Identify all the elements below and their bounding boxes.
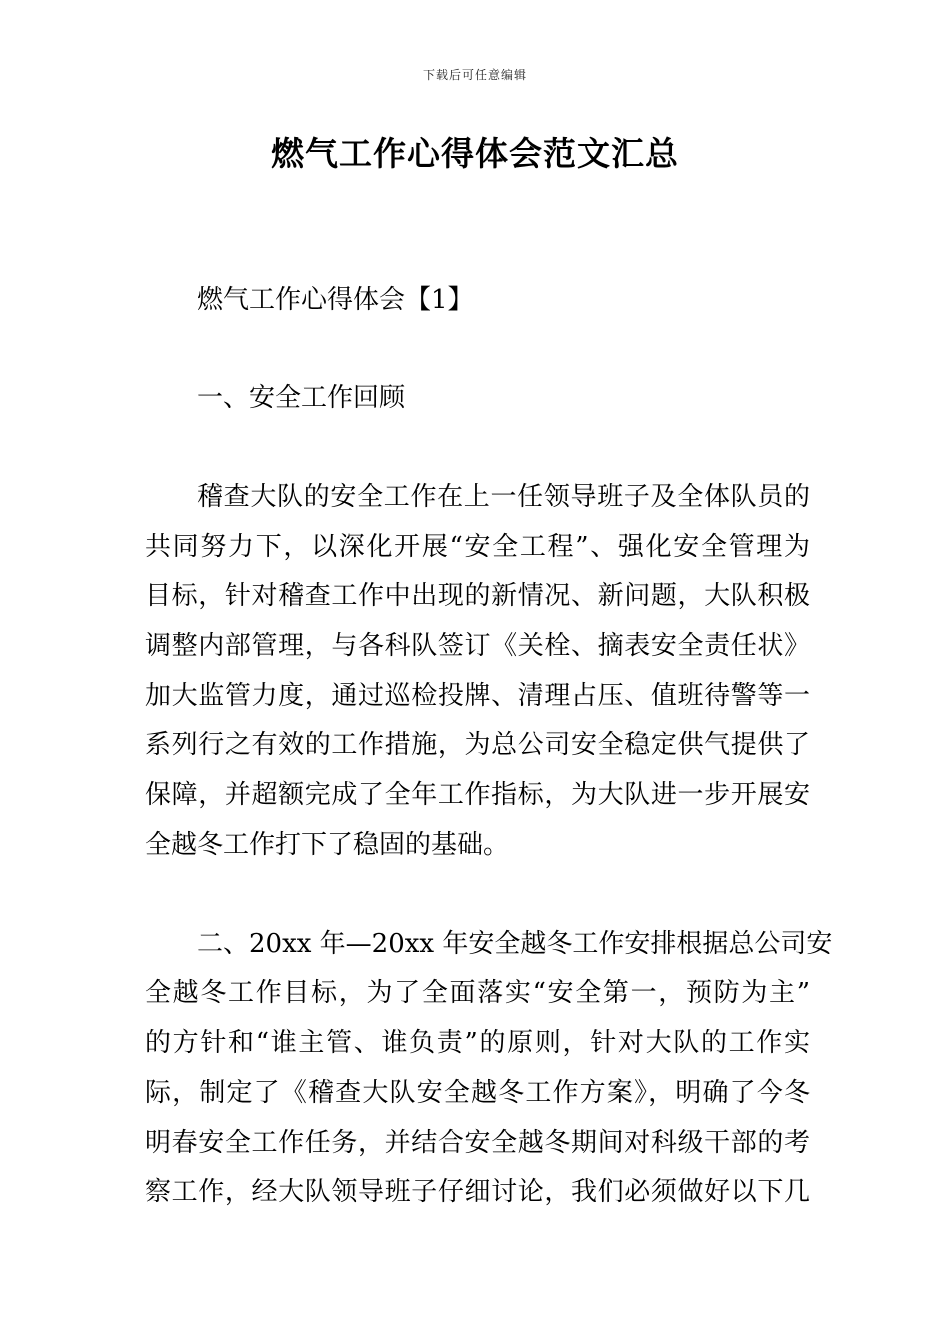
paragraph-line: 加大监管力度，通过巡检投牌、清理占压、值班待警等一 [145,681,810,711]
paragraph-line: 调整内部管理，与各科队签订《关栓、摘表安全责任状》 [145,631,810,661]
paragraph-line: 明春安全工作任务，并结合安全越冬期间对科级干部的考 [145,1128,810,1158]
subheading-safety-review: 一、安全工作回顾 [197,383,406,413]
document-title: 燃气工作心得体会范文汇总 [271,134,679,173]
paragraph-line: 的方针和“谁主管、谁负责”的原则，针对大队的工作实 [145,1028,810,1058]
paragraph-line: 察工作，经大队领导班子仔细讨论，我们必须做好以下几 [145,1177,810,1207]
header-note: 下载后可任意编辑 [422,68,527,82]
paragraph-line: 际，制定了《稽查大队安全越冬工作方案》，明确了今冬 [145,1078,810,1108]
paragraph-line: 共同努力下，以深化开展“安全工程”、强化安全管理为 [145,532,810,562]
paragraph-line: 二、20xx 年—20xx 年安全越冬工作安排根据总公司安 [197,929,833,959]
paragraph-line: 稽查大队的安全工作在上一任领导班子及全体队员的 [197,482,810,512]
section-heading: 燃气工作心得体会【1】 [197,285,474,315]
paragraph-line: 系列行之有效的工作措施，为总公司安全稳定供气提供了 [145,730,810,760]
paragraph-line: 目标，针对稽查工作中出现的新情况、新问题，大队积极 [145,581,810,611]
paragraph-line: 全越冬工作打下了稳固的基础。 [145,830,510,860]
paragraph-line: 全越冬工作目标，为了全面落实“安全第一，预防为主” [145,978,810,1008]
paragraph-line: 保障，并超额完成了全年工作指标，为大队进一步开展安 [145,780,810,810]
